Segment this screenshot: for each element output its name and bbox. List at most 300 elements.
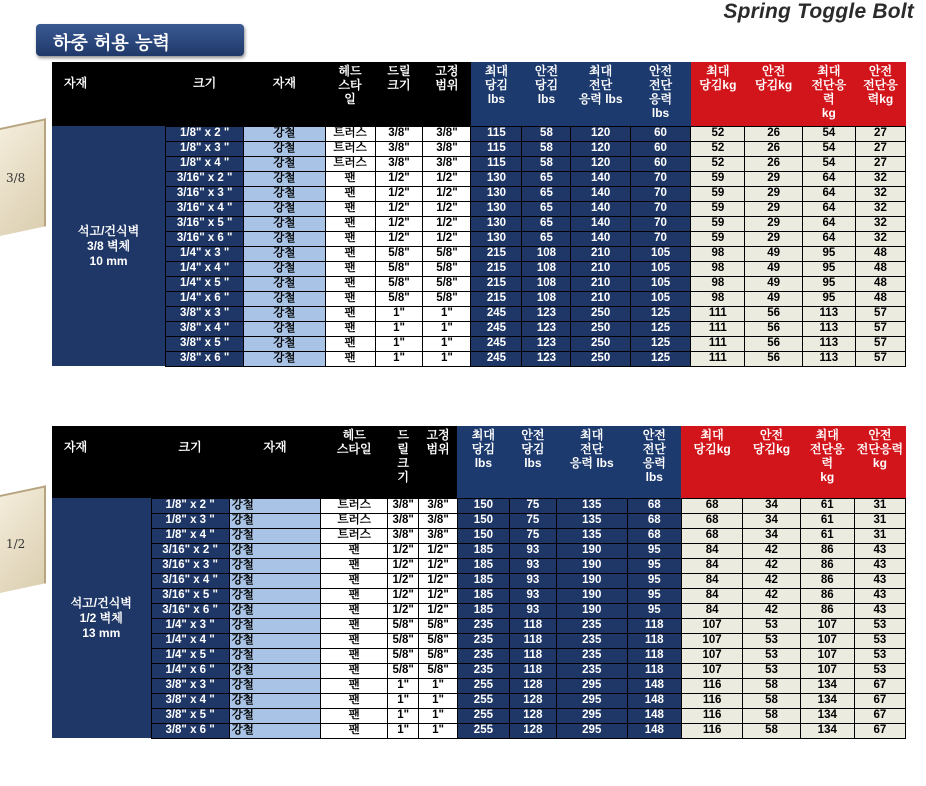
max-tension-lbs-cell: 130 xyxy=(471,231,522,246)
safe-shear-kg-cell: 48 xyxy=(855,246,905,261)
column-header: 최대 전단 응력 lbs xyxy=(556,426,627,498)
max-shear-lbs-cell: 295 xyxy=(556,693,627,708)
grip-range-cell: 1" xyxy=(423,321,471,336)
head-style-cell: 팬 xyxy=(325,201,375,216)
head-style-cell: 팬 xyxy=(325,351,375,366)
head-style-cell: 트러스 xyxy=(321,528,388,543)
safe-tension-lbs-cell: 108 xyxy=(522,291,571,306)
max-tension-lbs-cell: 185 xyxy=(457,573,509,588)
safe-tension-kg-cell: 26 xyxy=(745,156,802,171)
grip-range-cell: 1" xyxy=(423,306,471,321)
safe-tension-lbs-cell: 118 xyxy=(509,618,556,633)
safe-shear-lbs-cell: 105 xyxy=(630,291,690,306)
head-style-cell: 트러스 xyxy=(325,126,375,141)
material-cell: 강철 xyxy=(244,306,325,321)
max-tension-kg-cell: 116 xyxy=(681,693,742,708)
head-style-cell: 팬 xyxy=(321,723,388,738)
head-style-cell: 팬 xyxy=(325,276,375,291)
safe-shear-kg-cell: 31 xyxy=(854,528,905,543)
max-tension-lbs-cell: 215 xyxy=(471,246,522,261)
table-row xyxy=(52,291,906,306)
max-tension-kg-cell: 111 xyxy=(691,351,745,366)
max-tension-kg-cell: 52 xyxy=(691,156,745,171)
size-cell: 1/4" x 6 " xyxy=(151,663,229,678)
drill-size-cell: 3/8" xyxy=(388,513,419,528)
table-row xyxy=(52,618,906,633)
size-cell: 3/16" x 3 " xyxy=(151,558,229,573)
column-header: 자재 xyxy=(244,62,325,126)
max-shear-kg-cell: 86 xyxy=(800,603,854,618)
max-shear-lbs-cell: 190 xyxy=(556,558,627,573)
safe-shear-kg-cell: 53 xyxy=(854,618,905,633)
drill-size-cell: 1" xyxy=(388,708,419,723)
safe-shear-kg-cell: 57 xyxy=(855,336,905,351)
safe-shear-lbs-cell: 70 xyxy=(630,216,690,231)
head-style-cell: 팬 xyxy=(325,306,375,321)
column-header: 안전 전단 응력 lbs xyxy=(627,426,681,498)
safe-shear-kg-cell: 43 xyxy=(854,603,905,618)
safe-shear-lbs-cell: 148 xyxy=(627,723,681,738)
table-row xyxy=(52,246,906,261)
page-title-bar xyxy=(36,24,244,56)
safe-tension-lbs-cell: 58 xyxy=(522,141,571,156)
max-shear-lbs-cell: 135 xyxy=(556,513,627,528)
size-cell: 3/16" x 6 " xyxy=(166,231,244,246)
column-header: 고정 범위 xyxy=(419,426,458,498)
safe-shear-lbs-cell: 148 xyxy=(627,693,681,708)
max-shear-kg-cell: 61 xyxy=(800,528,854,543)
safe-shear-lbs-cell: 68 xyxy=(627,498,681,513)
grip-range-cell: 3/8" xyxy=(419,498,458,513)
max-shear-kg-cell: 107 xyxy=(800,618,854,633)
table-row xyxy=(52,306,906,321)
safe-shear-kg-cell: 43 xyxy=(854,543,905,558)
table-row xyxy=(52,633,906,648)
safe-shear-lbs-cell: 70 xyxy=(630,186,690,201)
max-shear-lbs-cell: 190 xyxy=(556,573,627,588)
material-cell: 강철 xyxy=(244,231,325,246)
safe-shear-kg-cell: 57 xyxy=(855,351,905,366)
size-cell: 1/4" x 5 " xyxy=(166,276,244,291)
table-row xyxy=(52,141,906,156)
max-tension-lbs-cell: 235 xyxy=(457,648,509,663)
size-cell: 1/4" x 5 " xyxy=(151,648,229,663)
max-shear-lbs-cell: 250 xyxy=(571,321,630,336)
size-cell: 3/16" x 3 " xyxy=(166,186,244,201)
safe-tension-lbs-cell: 123 xyxy=(522,321,571,336)
material-cell: 강철 xyxy=(244,291,325,306)
safe-shear-lbs-cell: 148 xyxy=(627,678,681,693)
table-row xyxy=(52,186,906,201)
material-cell: 강철 xyxy=(244,216,325,231)
material-cell: 강철 xyxy=(244,321,325,336)
safe-shear-lbs-cell: 68 xyxy=(627,528,681,543)
drill-size-cell: 5/8" xyxy=(388,663,419,678)
max-shear-kg-cell: 86 xyxy=(800,588,854,603)
max-shear-kg-cell: 134 xyxy=(800,693,854,708)
max-tension-kg-cell: 59 xyxy=(691,171,745,186)
column-header: 크기 xyxy=(151,426,229,498)
column-header: 최대 전단응 력 kg xyxy=(800,426,854,498)
head-style-cell: 트러스 xyxy=(325,141,375,156)
size-cell: 1/4" x 6 " xyxy=(166,291,244,306)
material-cell: 강철 xyxy=(229,708,321,723)
size-cell: 1/8" x 3 " xyxy=(151,513,229,528)
max-tension-kg-cell: 111 xyxy=(691,336,745,351)
max-shear-kg-cell: 134 xyxy=(800,678,854,693)
head-style-cell: 팬 xyxy=(321,588,388,603)
safe-shear-kg-cell: 32 xyxy=(855,231,905,246)
safe-tension-lbs-cell: 75 xyxy=(509,528,556,543)
max-shear-kg-cell: 54 xyxy=(802,156,855,171)
safe-shear-lbs-cell: 95 xyxy=(627,558,681,573)
max-tension-lbs-cell: 150 xyxy=(457,528,509,543)
board-thickness-label: 1/2 xyxy=(6,537,26,551)
table-row xyxy=(52,648,906,663)
safe-shear-lbs-cell: 105 xyxy=(630,246,690,261)
safe-shear-kg-cell: 32 xyxy=(855,171,905,186)
max-tension-kg-cell: 116 xyxy=(681,708,742,723)
max-tension-kg-cell: 107 xyxy=(681,663,742,678)
max-tension-lbs-cell: 115 xyxy=(471,141,522,156)
drill-size-cell: 1" xyxy=(375,351,423,366)
safe-shear-kg-cell: 31 xyxy=(854,498,905,513)
table-row xyxy=(52,276,906,291)
drywall-board-icon xyxy=(0,128,50,234)
head-style-cell: 트러스 xyxy=(325,156,375,171)
head-style-cell: 팬 xyxy=(321,618,388,633)
max-shear-lbs-cell: 210 xyxy=(571,276,630,291)
grip-range-cell: 5/8" xyxy=(423,291,471,306)
max-tension-lbs-cell: 215 xyxy=(471,276,522,291)
max-shear-kg-cell: 86 xyxy=(800,558,854,573)
drill-size-cell: 5/8" xyxy=(388,648,419,663)
drill-size-cell: 1" xyxy=(375,306,423,321)
material-cell: 강철 xyxy=(229,723,321,738)
drill-size-cell: 1/2" xyxy=(375,186,423,201)
max-shear-lbs-cell: 140 xyxy=(571,231,630,246)
material-cell: 강철 xyxy=(244,141,325,156)
wall-type-line: 3/8 벽체 xyxy=(86,238,131,253)
grip-range-cell: 1" xyxy=(419,693,458,708)
max-shear-kg-cell: 86 xyxy=(800,573,854,588)
drill-size-cell: 1/2" xyxy=(388,558,419,573)
safe-tension-kg-cell: 34 xyxy=(743,528,800,543)
grip-range-cell: 3/8" xyxy=(423,126,471,141)
drill-size-cell: 1/2" xyxy=(375,171,423,186)
safe-tension-kg-cell: 53 xyxy=(743,663,800,678)
safe-tension-lbs-cell: 128 xyxy=(509,678,556,693)
max-shear-kg-cell: 61 xyxy=(800,513,854,528)
column-header: 안전 전단응 력kg xyxy=(855,62,905,126)
max-tension-kg-cell: 59 xyxy=(691,216,745,231)
safe-shear-kg-cell: 53 xyxy=(854,663,905,678)
column-header: 안전 당김kg xyxy=(743,426,800,498)
safe-tension-kg-cell: 53 xyxy=(743,618,800,633)
safe-tension-lbs-cell: 93 xyxy=(509,588,556,603)
max-shear-lbs-cell: 190 xyxy=(556,603,627,618)
grip-range-cell: 3/8" xyxy=(423,156,471,171)
material-cell: 강철 xyxy=(244,246,325,261)
table-header-row xyxy=(52,426,906,498)
safe-shear-kg-cell: 31 xyxy=(854,513,905,528)
safe-shear-kg-cell: 48 xyxy=(855,291,905,306)
table-row xyxy=(52,708,906,723)
max-tension-lbs-cell: 245 xyxy=(471,321,522,336)
table-row xyxy=(52,126,906,141)
column-header: 안전 전단응력 kg xyxy=(854,426,905,498)
max-tension-lbs-cell: 235 xyxy=(457,663,509,678)
grip-range-cell: 1/2" xyxy=(423,231,471,246)
table-row xyxy=(52,603,906,618)
load-capacity-table xyxy=(52,426,906,739)
safe-shear-lbs-cell: 118 xyxy=(627,618,681,633)
max-tension-kg-cell: 98 xyxy=(691,291,745,306)
wall-type-line: 13 mm xyxy=(82,625,121,640)
max-tension-lbs-cell: 130 xyxy=(471,201,522,216)
drill-size-cell: 1/2" xyxy=(375,231,423,246)
safe-shear-kg-cell: 43 xyxy=(854,558,905,573)
max-tension-kg-cell: 52 xyxy=(691,126,745,141)
safe-shear-kg-cell: 57 xyxy=(855,321,905,336)
max-shear-kg-cell: 86 xyxy=(800,543,854,558)
column-header: 안전 전단 응력 lbs xyxy=(630,62,690,126)
grip-range-cell: 1" xyxy=(423,351,471,366)
drill-size-cell: 5/8" xyxy=(388,618,419,633)
material-cell: 강철 xyxy=(244,201,325,216)
material-cell: 강철 xyxy=(229,573,321,588)
safe-shear-lbs-cell: 125 xyxy=(630,336,690,351)
max-shear-lbs-cell: 140 xyxy=(571,171,630,186)
max-shear-lbs-cell: 140 xyxy=(571,186,630,201)
safe-shear-lbs-cell: 125 xyxy=(630,351,690,366)
max-tension-lbs-cell: 215 xyxy=(471,291,522,306)
head-style-cell: 팬 xyxy=(321,558,388,573)
material-cell: 강철 xyxy=(229,513,321,528)
table-row xyxy=(52,558,906,573)
max-shear-kg-cell: 95 xyxy=(802,246,855,261)
grip-range-cell: 1" xyxy=(419,723,458,738)
safe-shear-lbs-cell: 118 xyxy=(627,633,681,648)
column-header: 드릴 크기 xyxy=(375,62,423,126)
max-tension-kg-cell: 84 xyxy=(681,558,742,573)
size-cell: 3/16" x 6 " xyxy=(151,603,229,618)
material-cell: 강철 xyxy=(244,186,325,201)
safe-shear-lbs-cell: 105 xyxy=(630,261,690,276)
safe-shear-lbs-cell: 125 xyxy=(630,321,690,336)
safe-tension-kg-cell: 49 xyxy=(745,276,802,291)
column-header: 최대 당김kg xyxy=(691,62,745,126)
grip-range-cell: 5/8" xyxy=(419,633,458,648)
max-shear-lbs-cell: 295 xyxy=(556,708,627,723)
board-thickness-label: 3/8 xyxy=(6,171,26,185)
safe-shear-lbs-cell: 60 xyxy=(630,126,690,141)
max-shear-lbs-cell: 250 xyxy=(571,306,630,321)
load-capacity-table xyxy=(52,62,906,367)
size-cell: 1/4" x 3 " xyxy=(166,246,244,261)
safe-tension-lbs-cell: 128 xyxy=(509,708,556,723)
head-style-cell: 팬 xyxy=(321,603,388,618)
drill-size-cell: 3/8" xyxy=(375,141,423,156)
safe-tension-kg-cell: 58 xyxy=(743,693,800,708)
safe-shear-lbs-cell: 70 xyxy=(630,171,690,186)
safe-shear-kg-cell: 27 xyxy=(855,156,905,171)
safe-shear-kg-cell: 48 xyxy=(855,276,905,291)
drill-size-cell: 5/8" xyxy=(375,261,423,276)
safe-tension-kg-cell: 53 xyxy=(743,648,800,663)
drill-size-cell: 1" xyxy=(375,336,423,351)
size-cell: 3/8" x 5 " xyxy=(151,708,229,723)
material-cell: 강철 xyxy=(229,543,321,558)
size-cell: 3/8" x 4 " xyxy=(151,693,229,708)
max-shear-kg-cell: 95 xyxy=(802,261,855,276)
safe-tension-kg-cell: 34 xyxy=(743,498,800,513)
max-tension-kg-cell: 98 xyxy=(691,276,745,291)
head-style-cell: 팬 xyxy=(325,321,375,336)
max-tension-lbs-cell: 235 xyxy=(457,633,509,648)
max-shear-kg-cell: 113 xyxy=(802,306,855,321)
size-cell: 1/4" x 4 " xyxy=(166,261,244,276)
safe-tension-lbs-cell: 123 xyxy=(522,351,571,366)
safe-tension-lbs-cell: 123 xyxy=(522,336,571,351)
max-tension-kg-cell: 107 xyxy=(681,648,742,663)
table-row xyxy=(52,321,906,336)
head-style-cell: 팬 xyxy=(325,186,375,201)
safe-tension-lbs-cell: 93 xyxy=(509,603,556,618)
safe-tension-lbs-cell: 118 xyxy=(509,648,556,663)
safe-tension-lbs-cell: 93 xyxy=(509,558,556,573)
max-shear-lbs-cell: 295 xyxy=(556,723,627,738)
safe-tension-kg-cell: 56 xyxy=(745,336,802,351)
grip-range-cell: 1" xyxy=(423,336,471,351)
column-header: 안전 당김 lbs xyxy=(522,62,571,126)
drill-size-cell: 1/2" xyxy=(388,603,419,618)
size-cell: 3/16" x 4 " xyxy=(166,201,244,216)
max-shear-kg-cell: 95 xyxy=(802,276,855,291)
table-row xyxy=(52,336,906,351)
grip-range-cell: 1/2" xyxy=(419,558,458,573)
max-tension-kg-cell: 107 xyxy=(681,633,742,648)
safe-tension-lbs-cell: 118 xyxy=(509,663,556,678)
max-tension-kg-cell: 84 xyxy=(681,573,742,588)
safe-shear-kg-cell: 67 xyxy=(854,723,905,738)
safe-tension-lbs-cell: 65 xyxy=(522,216,571,231)
max-shear-kg-cell: 64 xyxy=(802,231,855,246)
column-header: 최대 당김 lbs xyxy=(457,426,509,498)
head-style-cell: 팬 xyxy=(325,216,375,231)
head-style-cell: 팬 xyxy=(321,543,388,558)
table-row xyxy=(52,216,906,231)
safe-shear-lbs-cell: 95 xyxy=(627,573,681,588)
safe-tension-kg-cell: 58 xyxy=(743,708,800,723)
brand-title: Spring Toggle Bolt xyxy=(723,0,914,23)
max-tension-lbs-cell: 130 xyxy=(471,186,522,201)
head-style-cell: 팬 xyxy=(321,648,388,663)
max-shear-kg-cell: 113 xyxy=(802,351,855,366)
safe-tension-lbs-cell: 65 xyxy=(522,201,571,216)
grip-range-cell: 1/2" xyxy=(419,588,458,603)
safe-shear-lbs-cell: 118 xyxy=(627,663,681,678)
max-shear-kg-cell: 95 xyxy=(802,291,855,306)
safe-tension-lbs-cell: 65 xyxy=(522,186,571,201)
max-tension-lbs-cell: 185 xyxy=(457,603,509,618)
safe-shear-lbs-cell: 95 xyxy=(627,543,681,558)
grip-range-cell: 3/8" xyxy=(423,141,471,156)
safe-tension-kg-cell: 42 xyxy=(743,573,800,588)
max-tension-lbs-cell: 150 xyxy=(457,513,509,528)
column-header: 자재 xyxy=(229,426,321,498)
safe-tension-lbs-cell: 108 xyxy=(522,261,571,276)
drill-size-cell: 1" xyxy=(388,693,419,708)
grip-range-cell: 1/2" xyxy=(419,603,458,618)
safe-shear-lbs-cell: 70 xyxy=(630,231,690,246)
head-style-cell: 팬 xyxy=(325,261,375,276)
max-tension-kg-cell: 52 xyxy=(691,141,745,156)
max-tension-kg-cell: 59 xyxy=(691,231,745,246)
table-row xyxy=(52,693,906,708)
max-tension-lbs-cell: 150 xyxy=(457,498,509,513)
table-row xyxy=(52,528,906,543)
size-cell: 3/8" x 6 " xyxy=(151,723,229,738)
safe-tension-lbs-cell: 93 xyxy=(509,543,556,558)
safe-tension-kg-cell: 29 xyxy=(745,231,802,246)
safe-shear-kg-cell: 27 xyxy=(855,141,905,156)
material-cell: 강철 xyxy=(244,156,325,171)
safe-tension-lbs-cell: 75 xyxy=(509,513,556,528)
head-style-cell: 트러스 xyxy=(321,498,388,513)
max-shear-lbs-cell: 235 xyxy=(556,633,627,648)
safe-shear-kg-cell: 53 xyxy=(854,648,905,663)
safe-tension-kg-cell: 56 xyxy=(745,321,802,336)
material-cell: 강철 xyxy=(229,558,321,573)
max-tension-lbs-cell: 185 xyxy=(457,543,509,558)
table-row xyxy=(52,663,906,678)
drill-size-cell: 5/8" xyxy=(375,246,423,261)
max-shear-kg-cell: 64 xyxy=(802,216,855,231)
column-header: 자재 xyxy=(52,426,151,498)
max-shear-lbs-cell: 120 xyxy=(571,126,630,141)
material-cell: 강철 xyxy=(229,603,321,618)
size-cell: 3/16" x 2 " xyxy=(151,543,229,558)
column-header: 안전 당김kg xyxy=(745,62,802,126)
max-tension-kg-cell: 98 xyxy=(691,261,745,276)
wall-type-line: 석고/건식벽 xyxy=(70,595,132,610)
safe-tension-kg-cell: 42 xyxy=(743,543,800,558)
page-title: 하중 허용 능력 xyxy=(53,33,170,54)
head-style-cell: 트러스 xyxy=(321,513,388,528)
safe-tension-kg-cell: 42 xyxy=(743,603,800,618)
head-style-cell: 팬 xyxy=(325,336,375,351)
column-header: 고정 범위 xyxy=(423,62,471,126)
max-shear-kg-cell: 113 xyxy=(802,336,855,351)
max-shear-lbs-cell: 210 xyxy=(571,246,630,261)
grip-range-cell: 3/8" xyxy=(419,513,458,528)
table-row xyxy=(52,678,906,693)
safe-tension-kg-cell: 49 xyxy=(745,291,802,306)
safe-tension-kg-cell: 56 xyxy=(745,351,802,366)
max-shear-lbs-cell: 190 xyxy=(556,588,627,603)
max-shear-lbs-cell: 210 xyxy=(571,291,630,306)
max-tension-lbs-cell: 115 xyxy=(471,126,522,141)
safe-shear-kg-cell: 67 xyxy=(854,678,905,693)
max-tension-kg-cell: 98 xyxy=(691,246,745,261)
max-tension-kg-cell: 107 xyxy=(681,618,742,633)
drill-size-cell: 3/8" xyxy=(388,528,419,543)
material-cell: 강철 xyxy=(229,663,321,678)
grip-range-cell: 5/8" xyxy=(423,261,471,276)
column-header: 드 릴 크 기 xyxy=(388,426,419,498)
size-cell: 1/8" x 4 " xyxy=(151,528,229,543)
